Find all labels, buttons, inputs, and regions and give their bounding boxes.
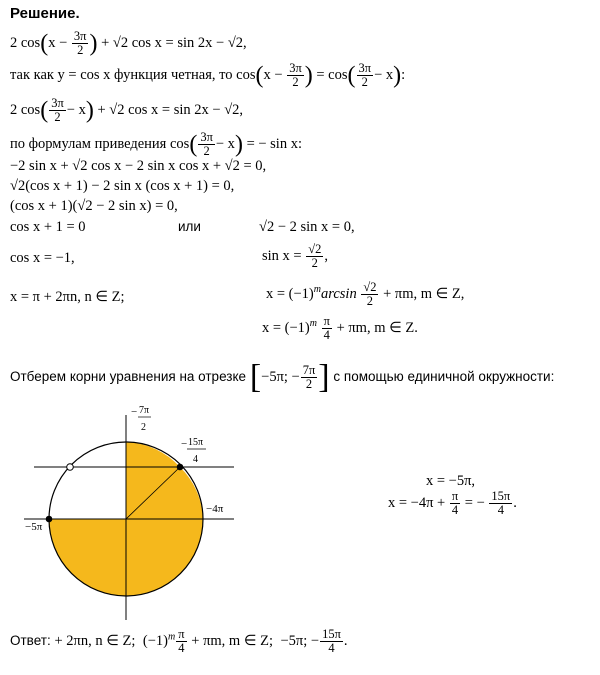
svg-text:−: − xyxy=(181,438,188,450)
fraction: $\frac{3\pi}{2}$ xyxy=(51,96,64,124)
svg-text:15π: 15π xyxy=(188,437,204,448)
eq-part: x − xyxy=(48,34,68,51)
svg-text:2: 2 xyxy=(141,422,146,433)
eq-part: = − xyxy=(464,494,485,511)
eq-part: x = (−1) xyxy=(266,285,314,302)
solution-title: Решение. xyxy=(10,5,80,22)
fraction: $\frac{7\pi}{2}$ xyxy=(302,363,316,391)
exponent: m xyxy=(167,631,176,643)
equation-grouped: √2(cos x + 1) − 2 sin x (cos x + 1) = 0, xyxy=(10,178,235,194)
case-right-1: √2 − 2 sin x = 0, xyxy=(259,219,355,235)
eq-part: x − xyxy=(263,66,283,83)
eq-part: 2 cos xyxy=(10,101,41,118)
label-minus4pi: −4π xyxy=(206,503,224,515)
exponent: m xyxy=(309,318,317,329)
answer-part-2b: + πm, m ∈ Z; xyxy=(191,633,273,650)
selection-sentence: Отберем корни уравнения на отрезке [−5π; − $\frac{7\pi}{2}$ ] с помощью единичной окружности: xyxy=(10,358,555,396)
root-point-minus5pi xyxy=(46,516,53,523)
eq-part: = − sin x: xyxy=(246,135,302,152)
interval: −5π; − xyxy=(261,369,300,386)
root-point-15pi4 xyxy=(177,464,184,471)
equation-original: 2 cos(x − $\frac{3\pi}{2}$ ) + √2 cos x = sin 2x − √2, xyxy=(10,29,247,57)
label-15pi4 xyxy=(181,437,206,465)
eq-part: + πm, m ∈ Z. xyxy=(336,319,418,336)
fraction: $\frac{15\pi}{4}$ xyxy=(491,489,511,517)
fraction: $\frac{\pi}{4}$ xyxy=(451,489,459,517)
fraction: $\frac{15\pi}{4}$ xyxy=(322,627,341,655)
answer-part-1: + 2πn, n ∈ Z; xyxy=(54,633,136,650)
eq-part: + √2 cos x = sin 2x − √2, xyxy=(101,34,247,51)
answer-label: Ответ: xyxy=(10,633,51,649)
eq-part: + πm, m ∈ Z, xyxy=(383,285,465,302)
fraction: $\frac{\pi}{4}$ xyxy=(178,627,185,655)
answer-part-2: (−1) xyxy=(142,633,168,650)
selected-root-2: x = −4π + $\frac{\pi}{4}$ = − $\frac{15\pi}{4}$ . xyxy=(388,489,517,517)
label-minus5pi: −5π xyxy=(25,521,43,533)
eq-part: + √2 cos x = sin 2x − √2, xyxy=(97,101,244,118)
answer-line xyxy=(10,628,348,655)
answer-end: . xyxy=(343,633,348,650)
selected-root-1: x = −5π, xyxy=(426,473,476,489)
eq-part: 2 cos xyxy=(10,34,41,51)
exponent: m xyxy=(313,284,321,295)
svg-text:7π: 7π xyxy=(139,405,150,416)
case-left-2: cos x = −1, xyxy=(10,250,75,266)
text-part: так как y = cos x функция четная, то cos xyxy=(10,66,256,83)
text-part: Отберем корни уравнения на отрезке xyxy=(10,369,247,385)
text-part: с помощью единичной окружности: xyxy=(333,369,555,385)
eq-part: x = (−1) xyxy=(262,319,310,336)
eq-part: − x xyxy=(66,101,86,118)
fraction: $\frac{3\pi}{2}$ xyxy=(73,29,87,57)
excluded-point xyxy=(67,464,74,471)
reduction-formula: по формулам приведения cos( $\frac{3\pi}{2}$ − x) = − sin x: xyxy=(10,130,302,158)
or-word: или xyxy=(178,219,201,234)
root-series-1: x = π + 2πn, n ∈ Z; xyxy=(10,289,125,305)
fraction: $\frac{3\pi}{2}$ xyxy=(200,130,213,158)
fraction: $\frac{√2}{2}$ xyxy=(308,242,322,270)
fraction: $\frac{3\pi}{2}$ xyxy=(289,61,302,89)
eq-part: − x xyxy=(374,66,394,83)
case-left-1: cos x + 1 = 0 xyxy=(10,219,86,235)
eq-part: arcsin xyxy=(321,285,357,302)
label-top xyxy=(131,405,151,433)
fraction: $\frac{√2}{2}$ xyxy=(363,280,377,308)
eq-part: = cos xyxy=(316,66,348,83)
eq-part: : xyxy=(401,66,406,83)
eq-part: , xyxy=(324,247,328,264)
fraction: $\frac{\pi}{4}$ xyxy=(323,314,330,342)
eq-part: x = −4π + xyxy=(388,494,446,511)
equation-rewritten: 2 cos( $\frac{3\pi}{2}$ − x) + √2 cos x = sin 2x − √2, xyxy=(10,96,244,124)
svg-text:4: 4 xyxy=(193,454,198,465)
svg-text:−: − xyxy=(131,406,138,418)
fraction: $\frac{3\pi}{2}$ xyxy=(358,61,372,89)
text-part: по формулам приведения cos xyxy=(10,135,190,152)
eq-part: sin x = xyxy=(262,247,302,264)
equation-factored: (cos x + 1)(√2 − 2 sin x) = 0, xyxy=(10,198,178,214)
answer-part-3: −5π; − xyxy=(280,633,320,650)
eq-part: − x xyxy=(215,135,235,152)
equation-expanded: −2 sin x + √2 cos x − 2 sin x cos x + √2 = 0, xyxy=(10,158,267,174)
parity-note: так как y = cos x функция четная, то cos(x − $\frac{3\pi}{2}$ ) = cos( $\frac{3\pi}{2}$ − x): xyxy=(10,61,406,89)
